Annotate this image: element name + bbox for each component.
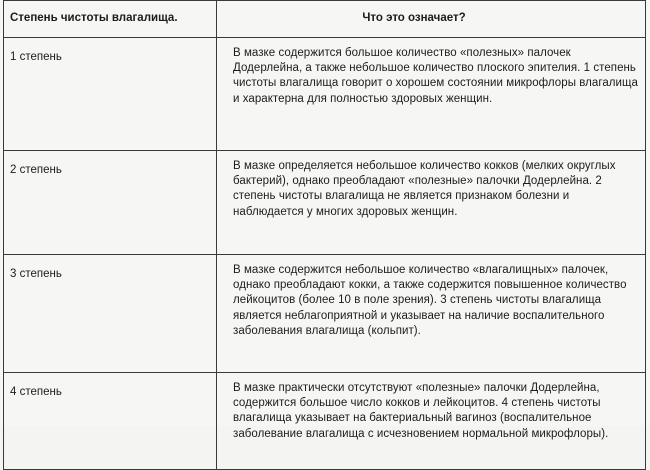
description-cell: В мазке определяется небольшое количество кокков (мелких округлых бактерий), однако преобладают «полезные» палочки Додерлейна. 2 степень чистоты влагалища не является признаком болезни и наблюдается у многих здоровых женщин.: [217, 151, 646, 255]
table-header: [4, 1, 646, 38]
table-row: [4, 255, 646, 373]
header-row: [4, 1, 646, 38]
description-cell: В мазке содержится небольшое количество «влагалищных» палочек, однако преобладают кокки, а также содержится повышенное количество лейкоцитов (более 10 в поле зрения). 3 степень чистоты влагалища является неблагоприятной и указывает на наличие воспалительного заболевания влагалища (кольпит).: [217, 255, 646, 373]
table-row: [4, 151, 646, 255]
header-grade: Степень чистоты влагалища.: [4, 1, 217, 38]
grade-cell: 1 степень: [4, 38, 217, 151]
table-row: [4, 373, 646, 470]
table-body: [4, 38, 646, 470]
grade-cell: 4 степень: [4, 373, 217, 470]
vaginal-purity-grade-table: [3, 0, 646, 470]
description-cell: В мазке практически отсутствуют «полезные» палочки Додерлейна, содержится большое число кокков и лейкоцитов. 4 степень чистоты влагалища указывает на бактериальный вагиноз (воспалительное заболевание влагалища с исчезновением нормальной микрофлоры).: [217, 373, 646, 470]
description-cell: В мазке содержится большое количество «полезных» палочек Додерлейна, а также небольшое количество плоского эпителия. 1 степень чистоты влагалища говорит о хорошем состоянии микрофлоры влагалища и характерна для полностью здоровых женщин.: [217, 38, 646, 151]
table-row: [4, 38, 646, 151]
grade-cell: 3 степень: [4, 255, 217, 373]
header-meaning: Что это означает?: [217, 1, 646, 38]
grade-cell: 2 степень: [4, 151, 217, 255]
